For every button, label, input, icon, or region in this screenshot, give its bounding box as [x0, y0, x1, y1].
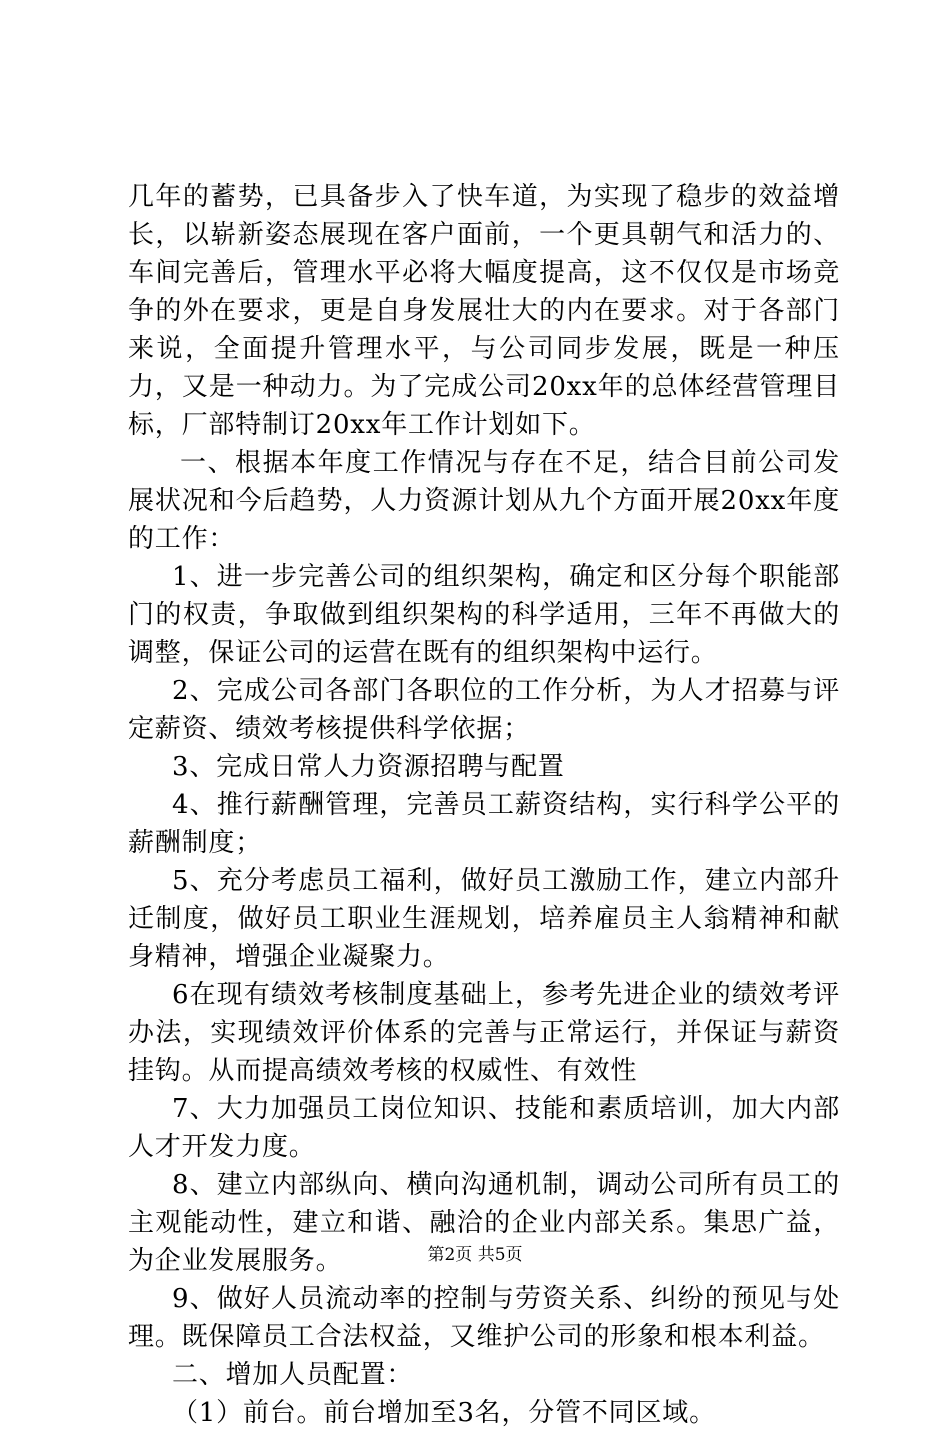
sub-item-front-desk: （1）前台。前台增加至3名，分管不同区域。 [172, 1398, 716, 1428]
paragraph-section-one: 一、根据本年度工作情况与存在不足，结合目前公司发展状况和今后趋势，人力资源计划从九个方面开展20xx年度的工作： [128, 448, 840, 554]
list-item-4: 4、推行薪酬管理，完善员工薪资结构，实行科学公平的薪酬制度； [128, 790, 840, 858]
list-item-3: 3、完成日常人力资源招聘与配置 [172, 752, 565, 782]
list-item-8: 8、建立内部纵向、横向沟通机制，调动公司所有员工的主观能动性，建立和谐、融洽的企业内部关系。集思广益，为企业发展服务。 [128, 1170, 840, 1276]
list-item-5: 5、充分考虑员工福利，做好员工激励工作，建立内部升迁制度，做好员工职业生涯规划，培养雇员主人翁精神和献身精神，增强企业凝聚力。 [128, 866, 840, 972]
list-item-2: 2、完成公司各部门各职位的工作分析，为人才招募与评定薪资、绩效考核提供科学依据； [128, 676, 840, 744]
paragraph-section-two: 二、增加人员配置： [172, 1360, 414, 1390]
page-footer: 第2页 共5页 [427, 1245, 523, 1265]
list-item-7: 7、大力加强员工岗位知识、技能和素质培训，加大内部人才开发力度。 [128, 1094, 840, 1162]
list-item-6: 6在现有绩效考核制度基础上，参考先进企业的绩效考评办法，实现绩效评价体系的完善与正常运行，并保证与薪资挂钩。从而提高绩效考核的权威性、有效性 [128, 980, 840, 1086]
list-item-9: 9、做好人员流动率的控制与劳资关系、纠纷的预见与处理。既保障员工合法权益，又维护公司的形象和根本利益。 [128, 1284, 840, 1352]
list-item-1: 1、进一步完善公司的组织架构，确定和区分每个职能部门的权责，争取做到组织架构的科学适用，三年不再做大的调整，保证公司的运营在既有的组织架构中运行。 [128, 562, 840, 668]
paragraph-intro-continued: 几年的蓄势，已具备步入了快车道，为实现了稳步的效益增长，以崭新姿态展现在客户面前，一个更具朝气和活力的、车间完善后，管理水平必将大幅度提高，这不仅仅是市场竞争的外在要求，更是自身发展壮大的内在要求。对于各部门来说，全面提升管理水平，与公司同步发展，既是一种压力，又是一种动力。为了完成公司20xx年的总体经营管理目标，厂部特制订20xx年工作计划如下。 [128, 182, 840, 440]
